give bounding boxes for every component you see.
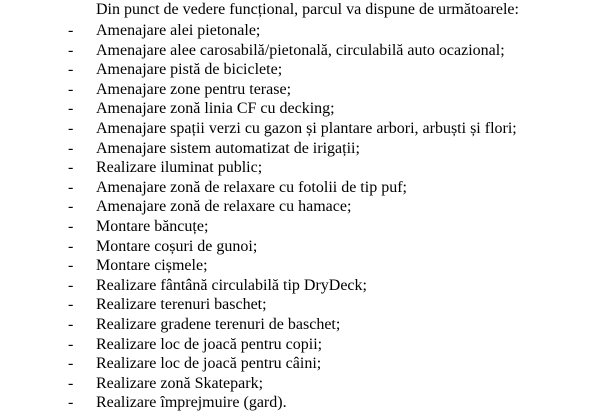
list-item-text: Realizare loc de joacă pentru copii; (96, 335, 323, 353)
bullet-dash: - (68, 315, 74, 333)
bullet-dash: - (68, 139, 74, 157)
bullet-dash: - (68, 237, 74, 255)
bullet-dash: - (68, 100, 74, 118)
list-item-text: Realizare gradene terenuri de baschet; (96, 315, 341, 333)
list-item-text: Amenajare zone pentru terase; (96, 80, 292, 98)
list-item-text: Amenajare zonă linia CF cu decking; (96, 100, 335, 118)
list-item-text: Amenajare spații verzi cu gazon și plantare arbori, arbuști și flori; (96, 119, 517, 137)
list-item-text: Amenajare alee carosabilă/pietonală, circulabilă auto ocazional; (96, 41, 505, 59)
bullet-dash: - (68, 257, 74, 275)
list-item-text: Montare cișmele; (96, 257, 208, 275)
list-item-text: Realizare terenuri baschet; (96, 296, 267, 314)
bullet-dash: - (68, 335, 74, 353)
list-item-text: Montare coșuri de gunoi; (96, 237, 258, 255)
bullet-dash: - (68, 394, 74, 412)
bullet-dash: - (68, 159, 74, 177)
bullet-dash: - (68, 355, 74, 373)
list-item-text: Amenajare zonă de relaxare cu hamace; (96, 198, 352, 216)
list-item-text: Realizare fântână circulabilă tip DryDeck; (96, 276, 367, 294)
bullet-dash: - (68, 178, 74, 196)
list-item-text: Amenajare zonă de relaxare cu fotolii de tip puf; (96, 178, 407, 196)
bullet-dash: - (68, 198, 74, 216)
list-item-text: Realizare loc de joacă pentru câini; (96, 355, 322, 373)
bullet-dash: - (68, 80, 74, 98)
bullet-dash: - (68, 41, 74, 59)
list-item-text: Amenajare sistem automatizat de irigații; (96, 139, 360, 157)
bullet-dash: - (68, 217, 74, 235)
list-item-text: Realizare zonă Skatepark; (96, 374, 264, 392)
bullet-dash: - (68, 276, 74, 294)
list-item-text: Amenajare pistă de biciclete; (96, 61, 283, 79)
bullet-dash: - (68, 374, 74, 392)
list-item-text: Amenajare alei pietonale; (96, 22, 261, 39)
bullet-dash: - (68, 22, 74, 39)
list-item-text: Realizare împrejmuire (gard). (96, 394, 287, 412)
list-item-text: Montare băncuțe; (96, 217, 209, 235)
intro-paragraph: Din punct de vedere funcțional, parcul va dispune de următoarele: (96, 1, 519, 18)
bullet-dash: - (68, 61, 74, 79)
bullet-dash: - (68, 296, 74, 314)
list-item-text: Realizare iluminat public; (96, 159, 263, 177)
bullet-dash: - (68, 119, 74, 137)
